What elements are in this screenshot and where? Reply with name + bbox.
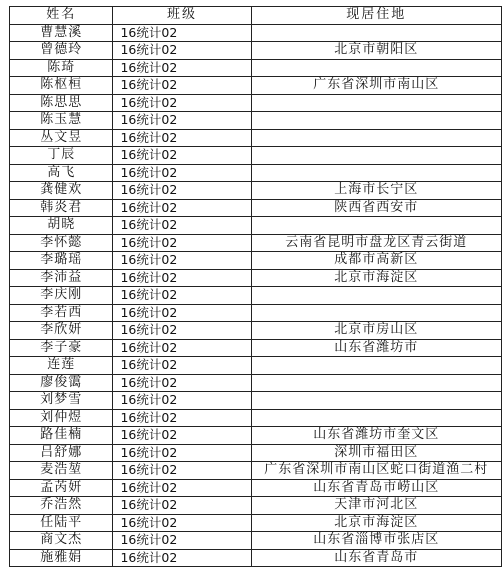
- table-row: [10, 532, 502, 550]
- address-cell: 北京市房山区: [251, 322, 501, 340]
- table-row: [10, 77, 502, 95]
- class-cell: 16统计02: [113, 462, 251, 480]
- table-row: [10, 462, 502, 480]
- class-cell: 16统计02: [113, 252, 251, 270]
- class-cell: 16统计02: [113, 514, 251, 532]
- table-row: [10, 514, 502, 532]
- name-cell: 连莲: [10, 357, 113, 375]
- table-row: [10, 497, 502, 515]
- class-cell: 16统计02: [113, 287, 251, 305]
- name-cell: 高飞: [10, 164, 113, 182]
- name-cell: 刘仲煜: [10, 409, 113, 427]
- table-row: [10, 182, 502, 200]
- table-body: [10, 24, 502, 567]
- table-row: [10, 549, 502, 567]
- address-cell: 成都市高新区: [251, 252, 501, 270]
- class-cell: 16统计02: [113, 374, 251, 392]
- address-cell: 天津市河北区: [251, 497, 501, 515]
- name-cell: 商文杰: [10, 532, 113, 550]
- class-cell: 16统计02: [113, 112, 251, 130]
- class-cell: 16统计02: [113, 444, 251, 462]
- class-cell: 16统计02: [113, 77, 251, 95]
- table-row: [10, 24, 502, 42]
- table-row: [10, 42, 502, 60]
- class-cell: 16统计02: [113, 392, 251, 410]
- table-row: [10, 199, 502, 217]
- class-cell: 16统计02: [113, 549, 251, 567]
- address-cell: [251, 112, 501, 130]
- name-cell: 陈玉慧: [10, 112, 113, 130]
- address-cell: 广东省深圳市南山区蛇口街道渔二村: [251, 462, 501, 480]
- table-row: [10, 129, 502, 147]
- table-row: [10, 444, 502, 462]
- name-cell: 孟芮妍: [10, 479, 113, 497]
- address-cell: [251, 129, 501, 147]
- address-cell: [251, 409, 501, 427]
- table-row: [10, 59, 502, 77]
- name-cell: 丁辰: [10, 147, 113, 165]
- address-cell: [251, 59, 501, 77]
- name-cell: 李子豪: [10, 339, 113, 357]
- name-cell: 丛文昱: [10, 129, 113, 147]
- name-cell: 李欣妍: [10, 322, 113, 340]
- class-cell: 16统计02: [113, 42, 251, 60]
- header-address: 现居住地: [251, 7, 501, 25]
- table-row: [10, 322, 502, 340]
- name-cell: 李若西: [10, 304, 113, 322]
- header-class: 班级: [113, 7, 251, 25]
- name-cell: 龚健欢: [10, 182, 113, 200]
- name-cell: 陈思思: [10, 94, 113, 112]
- class-cell: 16统计02: [113, 199, 251, 217]
- class-cell: 16统计02: [113, 269, 251, 287]
- name-cell: 廖俊霭: [10, 374, 113, 392]
- address-cell: 山东省淄博市张店区: [251, 532, 501, 550]
- class-cell: 16统计02: [113, 234, 251, 252]
- name-cell: 吕舒娜: [10, 444, 113, 462]
- address-cell: 云南省昆明市盘龙区青云街道: [251, 234, 501, 252]
- address-cell: 山东省潍坊市奎文区: [251, 427, 501, 445]
- table-row: [10, 94, 502, 112]
- class-cell: 16统计02: [113, 532, 251, 550]
- address-cell: [251, 94, 501, 112]
- name-cell: 曾德玲: [10, 42, 113, 60]
- table-row: [10, 304, 502, 322]
- table-row: [10, 147, 502, 165]
- class-cell: 16统计02: [113, 59, 251, 77]
- address-cell: [251, 392, 501, 410]
- table-row: [10, 427, 502, 445]
- class-cell: 16统计02: [113, 24, 251, 42]
- table-row: [10, 374, 502, 392]
- name-cell: 李璐瑶: [10, 252, 113, 270]
- table-row: [10, 339, 502, 357]
- address-cell: 山东省青岛市崂山区: [251, 479, 501, 497]
- address-cell: 陕西省西安市: [251, 199, 501, 217]
- name-cell: 陈琦: [10, 59, 113, 77]
- name-cell: 路佳楠: [10, 427, 113, 445]
- header-name: 姓名: [10, 7, 113, 25]
- address-cell: [251, 374, 501, 392]
- class-cell: 16统计02: [113, 479, 251, 497]
- address-cell: 上海市长宁区: [251, 182, 501, 200]
- address-cell: 山东省潍坊市: [251, 339, 501, 357]
- table-row: [10, 409, 502, 427]
- table-row: [10, 164, 502, 182]
- address-cell: 北京市海淀区: [251, 514, 501, 532]
- address-cell: 深圳市福田区: [251, 444, 501, 462]
- table-row: [10, 252, 502, 270]
- class-cell: 16统计02: [113, 164, 251, 182]
- name-cell: 施雅娟: [10, 549, 113, 567]
- table-row: [10, 269, 502, 287]
- header-row: [10, 7, 502, 25]
- name-cell: 胡晓: [10, 217, 113, 235]
- address-cell: [251, 164, 501, 182]
- address-cell: [251, 287, 501, 305]
- name-cell: 麦浩堃: [10, 462, 113, 480]
- table-row: [10, 112, 502, 130]
- name-cell: 李庆刚: [10, 287, 113, 305]
- address-cell: [251, 147, 501, 165]
- class-cell: 16统计02: [113, 497, 251, 515]
- name-cell: 曹慧溪: [10, 24, 113, 42]
- class-cell: 16统计02: [113, 147, 251, 165]
- table-row: [10, 287, 502, 305]
- class-cell: 16统计02: [113, 409, 251, 427]
- class-cell: 16统计02: [113, 427, 251, 445]
- address-cell: 山东省青岛市: [251, 549, 501, 567]
- name-cell: 李沛益: [10, 269, 113, 287]
- table-row: [10, 357, 502, 375]
- class-cell: 16统计02: [113, 217, 251, 235]
- class-cell: 16统计02: [113, 339, 251, 357]
- address-cell: [251, 24, 501, 42]
- table-row: [10, 392, 502, 410]
- address-cell: 广东省深圳市南山区: [251, 77, 501, 95]
- name-cell: 李怀懿: [10, 234, 113, 252]
- name-cell: 刘梦雪: [10, 392, 113, 410]
- address-cell: 北京市海淀区: [251, 269, 501, 287]
- student-address-table: [9, 6, 502, 567]
- class-cell: 16统计02: [113, 182, 251, 200]
- class-cell: 16统计02: [113, 129, 251, 147]
- name-cell: 任陆平: [10, 514, 113, 532]
- class-cell: 16统计02: [113, 94, 251, 112]
- class-cell: 16统计02: [113, 322, 251, 340]
- address-cell: 北京市朝阳区: [251, 42, 501, 60]
- address-cell: [251, 304, 501, 322]
- table-row: [10, 479, 502, 497]
- address-cell: [251, 217, 501, 235]
- address-cell: [251, 357, 501, 375]
- class-cell: 16统计02: [113, 304, 251, 322]
- class-cell: 16统计02: [113, 357, 251, 375]
- table-row: [10, 234, 502, 252]
- name-cell: 陈枢桓: [10, 77, 113, 95]
- name-cell: 乔浩然: [10, 497, 113, 515]
- table-row: [10, 217, 502, 235]
- name-cell: 韩炎君: [10, 199, 113, 217]
